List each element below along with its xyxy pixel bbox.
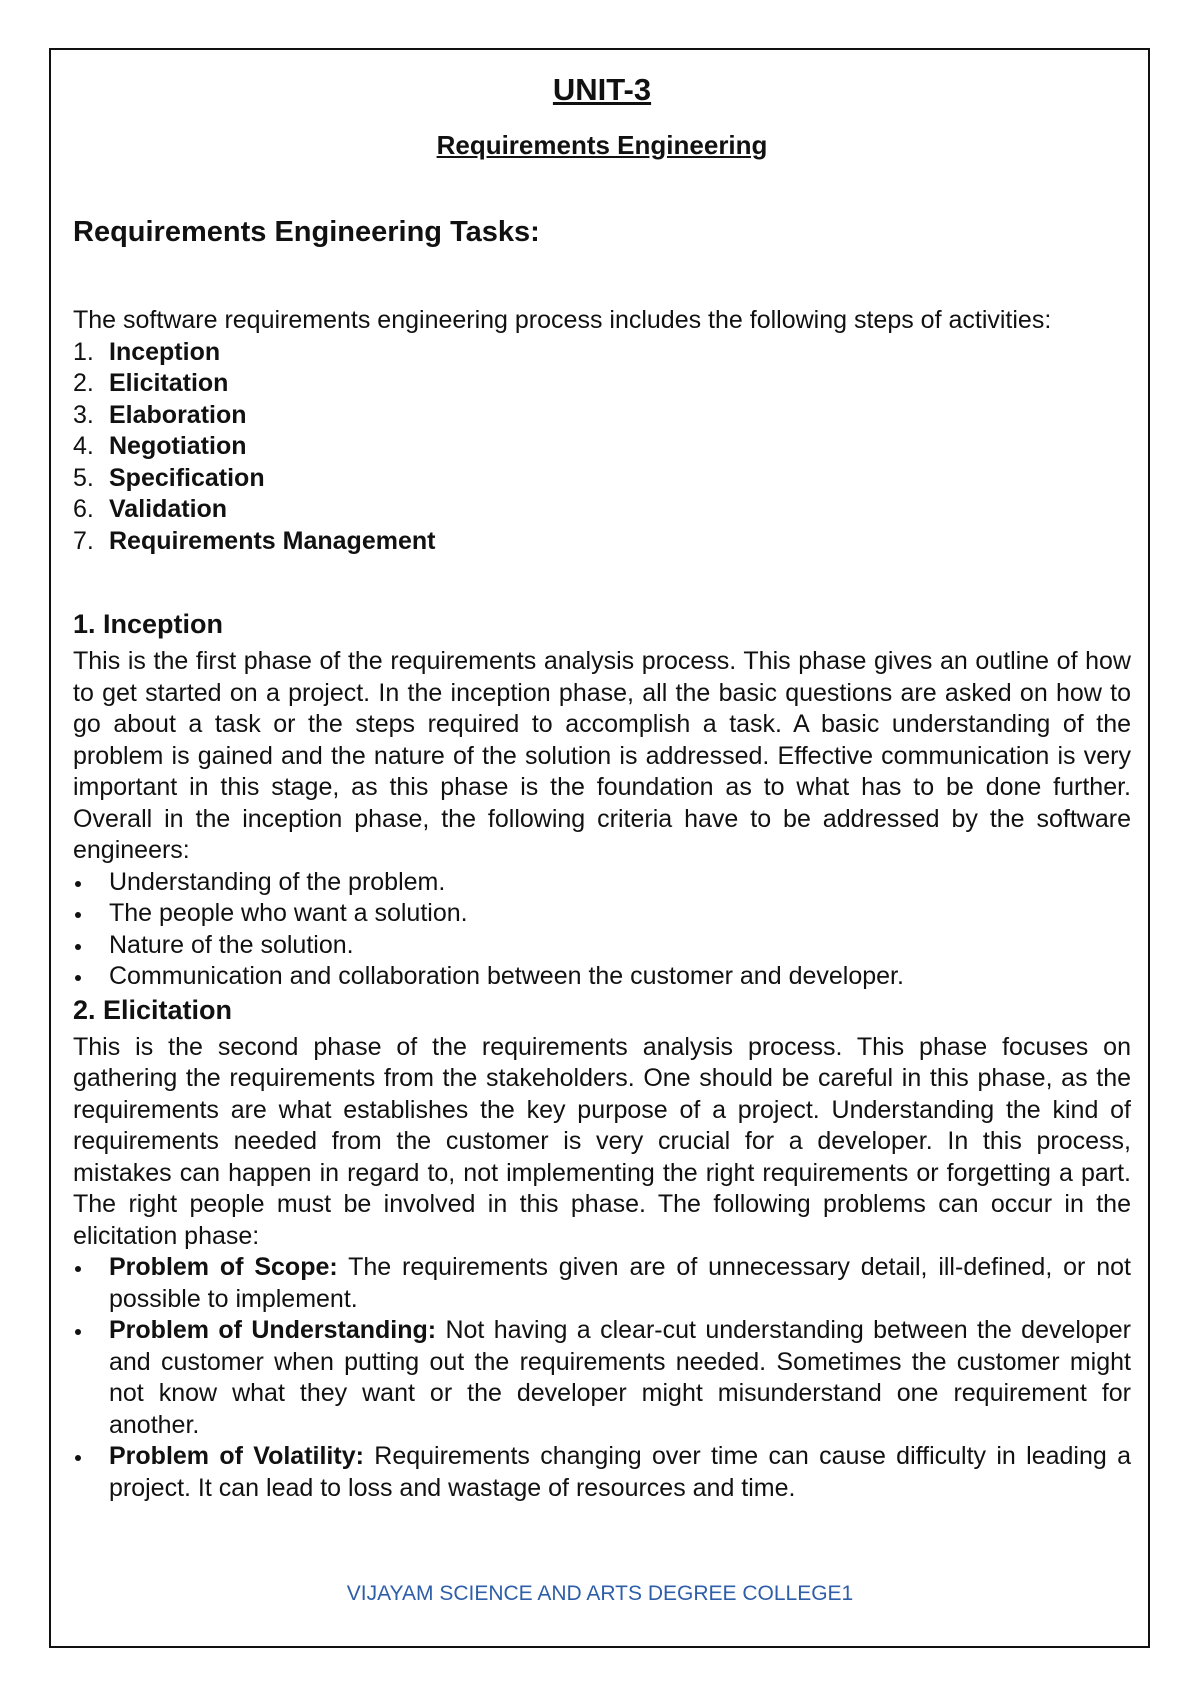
step-number: 3. <box>73 400 94 429</box>
step-label: Requirements Management <box>109 526 436 555</box>
bullet-icon <box>73 867 109 899</box>
steps-list <box>73 337 1131 558</box>
inception-criteria-list <box>73 867 1131 993</box>
bullet-icon <box>73 1252 109 1284</box>
problem-term: Problem of Understanding: <box>109 1316 437 1344</box>
bullet-icon <box>73 1315 109 1347</box>
problem-description: Requirements changing over time can cause difficulty in leading a project. It can lead to loss and wastage of resources and time. <box>109 1442 1132 1502</box>
list-item <box>73 494 1131 526</box>
step-label: Inception <box>109 337 221 366</box>
bullet-icon <box>73 1441 109 1473</box>
criteria-text: Communication and collaboration between the customer and developer. <box>109 962 904 990</box>
step-label: Elicitation <box>109 369 229 397</box>
list-item <box>73 431 1131 463</box>
list-item <box>73 961 1131 993</box>
elicitation-body: This is the second phase of the requirements analysis process. This phase focuses on gathering the requirements from the stakeholders. One should be careful in this phase, as the requirements are what establishes the key purpose of a project. Understanding the kind of requirements needed from the customer is very crucial for a developer. In this process, mistakes can happen in regard to, not implementing the right requirements or forgetting a part. The right people must be involved in this phase. The following problems can occur in the elicitation phase: <box>73 1032 1131 1250</box>
unit-title: UNIT-3 <box>552 72 652 107</box>
elicitation-heading: 2. Elicitation <box>73 994 233 1025</box>
problem-description: The requirements given are of unnecessary detail, ill-defined, or not possible to implement. <box>109 1253 1131 1313</box>
tasks-heading: Requirements Engineering Tasks: <box>73 216 540 248</box>
inception-heading: 1. Inception <box>73 609 224 639</box>
bullet-icon <box>73 961 109 993</box>
criteria-text: Understanding of the problem. <box>109 867 446 896</box>
list-item <box>73 867 1131 899</box>
step-label: Specification <box>109 463 265 492</box>
step-number: 4. <box>73 432 94 460</box>
list-item <box>73 368 1131 400</box>
list-item <box>73 463 1131 495</box>
step-number: 5. <box>73 463 94 492</box>
elicitation-problems-list <box>73 1252 1131 1504</box>
step-label: Negotiation <box>109 432 247 460</box>
list-item <box>73 337 1131 369</box>
inception-body: This is the first phase of the requirements analysis process. This phase gives an outline of how to get started on a project. In the inception phase, all the basic questions are asked on how to go about a task or the steps required to accomplish a task. A basic understanding of the problem is gained and the nature of the solution is addressed. Effective communication is very important in this stage, as this phase is the foundation as to what has to be done further. Overall in the inception phase, the following criteria have to be addressed by the software engineers: <box>73 647 1131 864</box>
bullet-icon <box>73 898 109 930</box>
problem-term: Problem of Scope: <box>109 1253 338 1281</box>
bullet-icon <box>73 930 109 962</box>
problem-item <box>109 1252 1131 1315</box>
document-body <box>73 70 1131 1504</box>
step-label: Validation <box>109 495 228 523</box>
list-item <box>73 400 1131 432</box>
tasks-intro: The software requirements engineering process includes the following steps of activities: <box>73 306 1052 334</box>
problem-item <box>109 1315 1131 1441</box>
problem-term: Problem of Volatility: <box>109 1442 364 1470</box>
problem-description: Not having a clear-cut understanding between the developer and customer when putting out the requirements needed. Sometimes the customer might not know what they want or the developer might misunderstand one requirement for another. <box>109 1316 1131 1439</box>
page-footer: VIJAYAM SCIENCE AND ARTS DEGREE COLLEGE1 <box>346 1582 854 1605</box>
step-number: 7. <box>73 526 94 555</box>
list-item <box>73 526 1131 558</box>
step-number: 6. <box>73 495 94 523</box>
step-number: 1. <box>73 337 94 366</box>
list-item <box>73 1252 1131 1315</box>
list-item <box>73 930 1131 962</box>
criteria-text: Nature of the solution. <box>109 930 354 959</box>
list-item <box>73 1441 1131 1504</box>
list-item <box>73 898 1131 930</box>
step-number: 2. <box>73 369 94 397</box>
criteria-text: The people who want a solution. <box>109 899 468 927</box>
problem-item <box>109 1441 1131 1504</box>
subject-title: Requirements Engineering <box>436 130 768 160</box>
step-label: Elaboration <box>109 400 247 429</box>
list-item <box>73 1315 1131 1441</box>
